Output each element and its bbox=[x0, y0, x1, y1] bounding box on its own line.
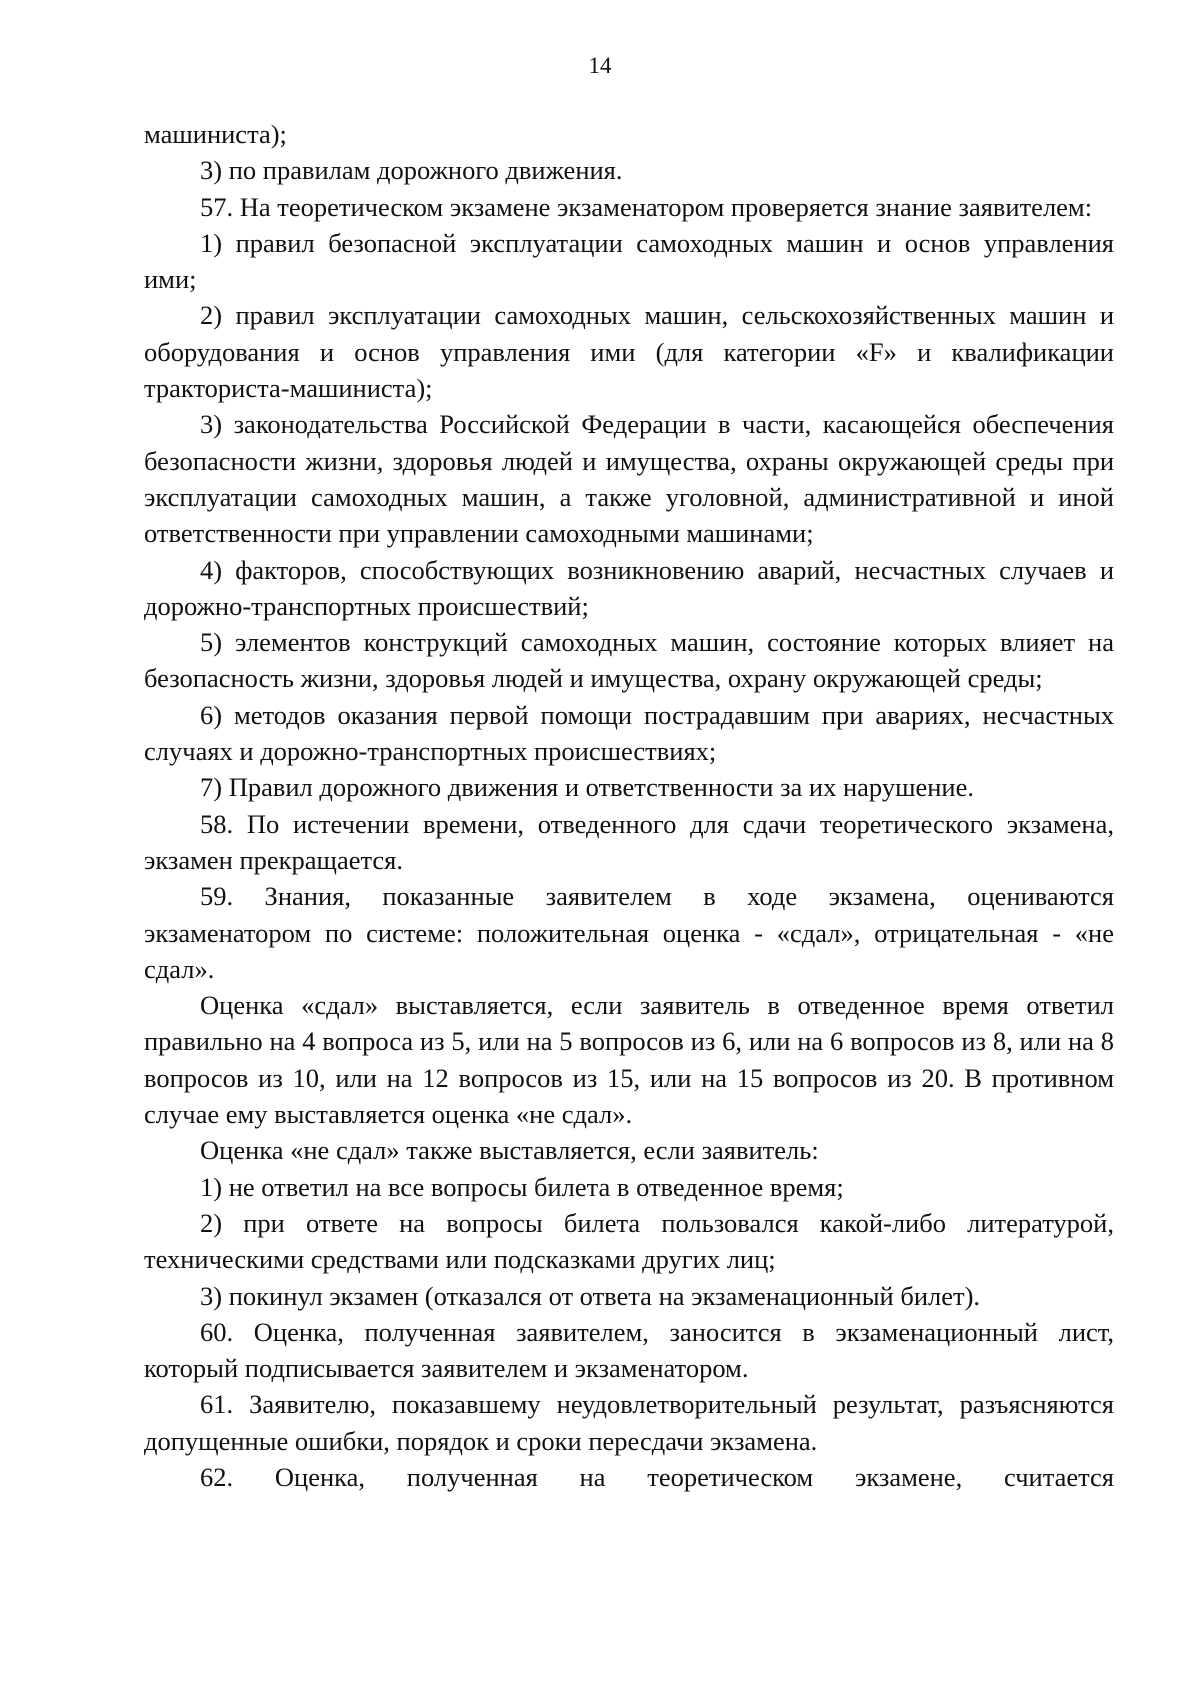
paragraph: 3) по правилам дорожного движения. bbox=[200, 155, 623, 186]
paragraph: 62. Оценка, полученная на теоретическом экзамене, считается bbox=[200, 1461, 1114, 1492]
page-number: 14 bbox=[588, 53, 612, 78]
paragraph: 6) методов оказания первой помощи пострадавшим при авариях, несчастных случаях и дорожно-транспортных происшествиях; bbox=[144, 699, 1114, 767]
paragraph: машиниста); bbox=[144, 119, 287, 149]
paragraph: 60. Оценка, полученная заявителем, заносится в экзаменационный лист, который подписывается заявителем и экзаменатором. bbox=[144, 1316, 1114, 1384]
paragraph: Оценка «сдал» выставляется, если заявитель в отведенное время ответил правильно на 4 вопроса из 5, или на 5 вопросов из 6, или на 6 вопросов из 8, или на 8 вопросов из 10, или на 12 вопросов из 15, или на 15 вопросов из 20. В противном случае ему выставляется оценка «не сдал». bbox=[144, 990, 1114, 1130]
paragraph: 4) факторов, способствующих возникновению аварий, несчастных случаев и дорожно-транспортных происшествий; bbox=[144, 554, 1114, 621]
paragraph: 2) правил эксплуатации самоходных машин, сельскохозяйственных машин и оборудования и основ управления ими (для категории «F» и квалификации тракториста-машиниста); bbox=[144, 300, 1114, 404]
paragraph: 1) правил безопасной эксплуатации самоходных машин и основ управления ими; bbox=[144, 227, 1114, 295]
paragraph: 5) элементов конструкций самоходных машин, состояние которых влияет на безопасность жизни, здоровья людей и имущества, охрану окружающей среды; bbox=[144, 627, 1114, 694]
paragraph: 57. На теоретическом экзамене экзаменатором проверяется знание заявителем: bbox=[200, 191, 1093, 222]
document-body bbox=[144, 116, 1114, 1495]
paragraph: 61. Заявителю, показавшему неудовлетворительный результат, разъясняются допущенные ошибки, порядок и сроки пересдачи экзамена. bbox=[144, 1389, 1114, 1456]
paragraph: 2) при ответе на вопросы билета пользовался какой-либо литературой, техническими средствами или подсказками других лиц; bbox=[144, 1207, 1114, 1275]
paragraph: 7) Правил дорожного движения и ответственности за их нарушение. bbox=[200, 772, 974, 803]
paragraph: 58. По истечении времени, отведенного для сдачи теоретического экзамена, экзамен прекращается. bbox=[144, 808, 1114, 875]
paragraph: 59. Знания, показанные заявителем в ходе экзамена, оцениваются экзаменатором по системе: положительная оценка - «сдал», отрицательная - «не сдал». bbox=[144, 881, 1114, 984]
paragraph: Оценка «не сдал» также выставляется, если заявитель: bbox=[200, 1135, 819, 1166]
paragraph: 3) законодательства Российской Федерации в части, касающейся обеспечения безопасности жизни, здоровья людей и имущества, охраны окружающей среды при эксплуатации самоходных машин, а также уголовной, административной и иной ответственности при управлении самоходными машинами; bbox=[144, 409, 1114, 549]
paragraph: 3) покинул экзамен (отказался от ответа на экзаменационный билет). bbox=[200, 1280, 981, 1311]
paragraph: 1) не ответил на все вопросы билета в отведенное время; bbox=[200, 1171, 844, 1202]
